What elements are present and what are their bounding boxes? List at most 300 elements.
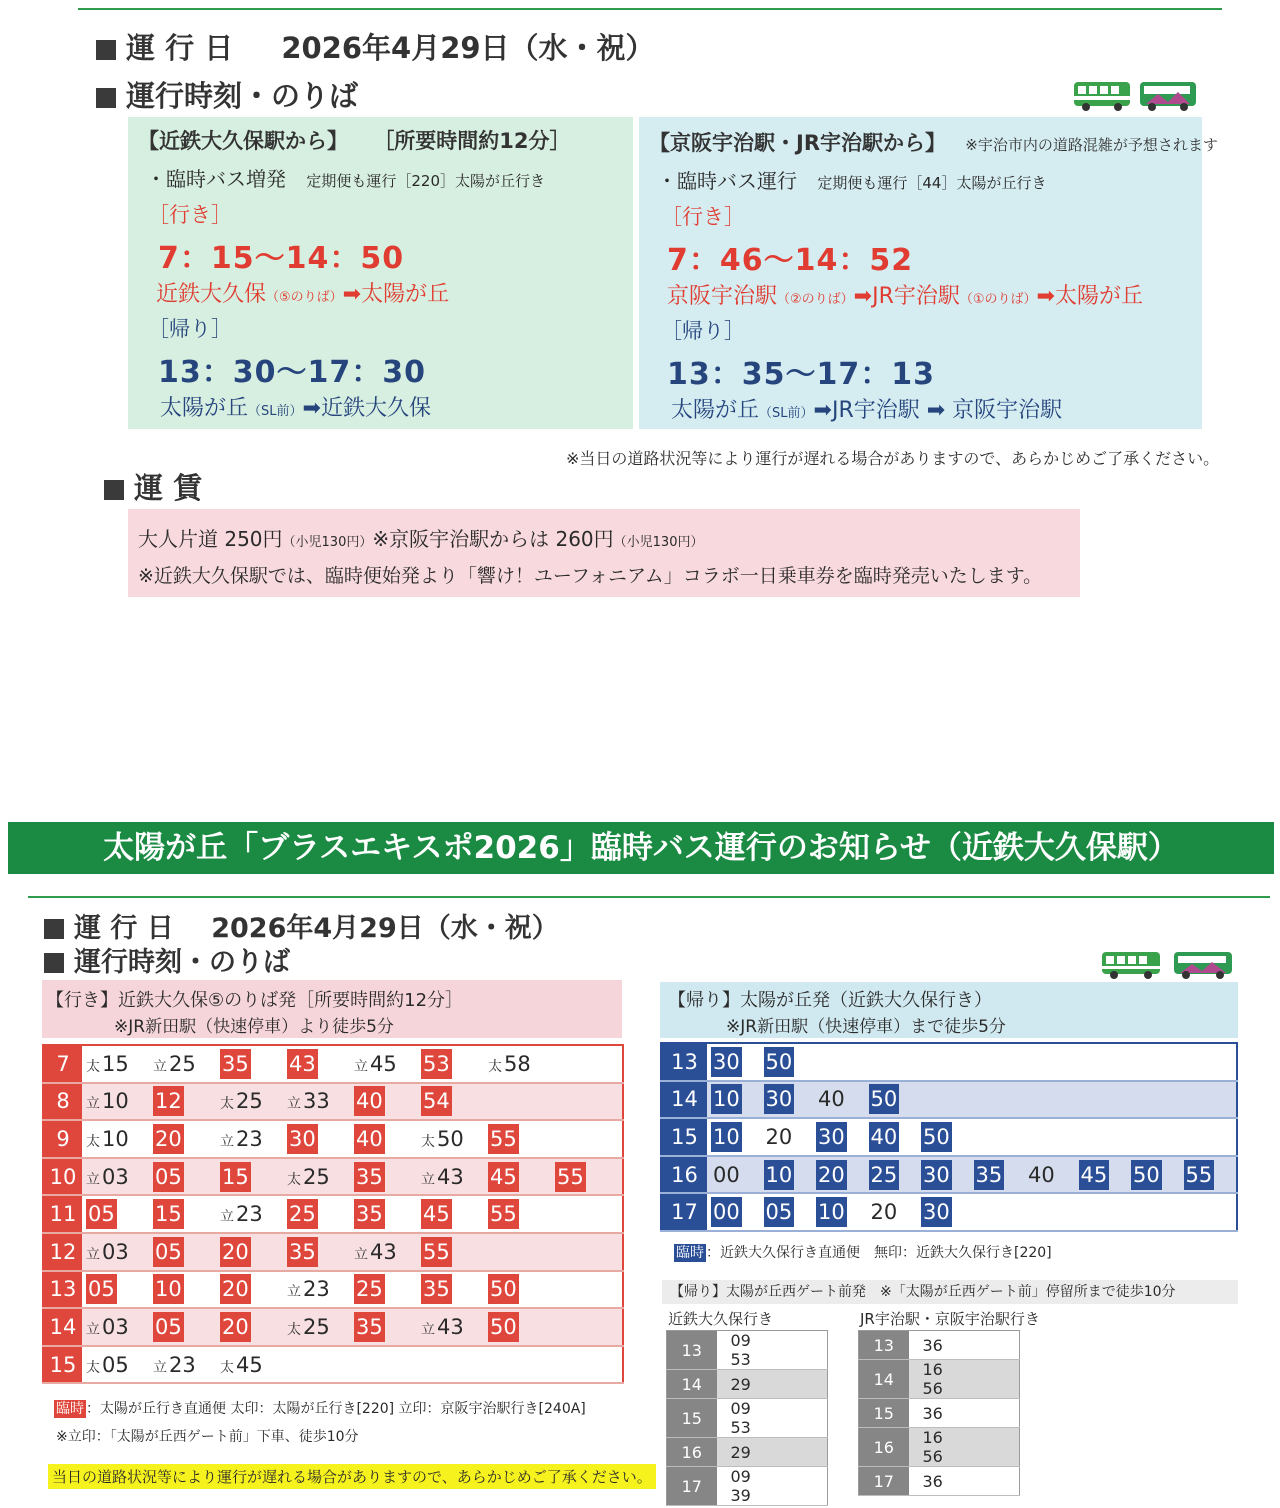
- departure-minute: 55: [421, 1237, 452, 1267]
- departure-minute: 23: [303, 1277, 330, 1302]
- square-bullet-icon: [96, 40, 116, 60]
- bottom-op-day-heading: 運 行 日 2026年4月29日（水・祝）: [44, 906, 559, 945]
- return-route: 太陽が丘（SL前）➡JR宇治駅 ➡ 京阪宇治駅: [671, 398, 1063, 423]
- departure-slot: [220, 1312, 287, 1342]
- route-mark: 立: [287, 1284, 301, 1301]
- timetable-row: [859, 1360, 1020, 1399]
- timetable-row: [43, 1045, 623, 1083]
- departure-slot: [488, 1274, 555, 1304]
- bus-icons: [1072, 78, 1198, 112]
- panel-duration: ［所要時間約12分］: [373, 129, 571, 153]
- route-mark: 立: [153, 1058, 167, 1075]
- departure-minute: 30: [287, 1124, 318, 1154]
- departure-slot: [421, 1124, 488, 1154]
- departure-minute: 25: [303, 1164, 330, 1189]
- departure-slot: [220, 1162, 287, 1192]
- timetable-row: [43, 1083, 623, 1121]
- departure-slot: [488, 1049, 555, 1079]
- departure-minute: 36: [922, 1335, 943, 1355]
- departure-minute: 50: [488, 1312, 519, 1342]
- uji-panel: [639, 117, 1218, 429]
- departure-minute: 05: [86, 1274, 117, 1304]
- hour-cell: 16: [667, 1438, 717, 1467]
- departure-slot: [921, 1122, 974, 1152]
- departure-minute: 50: [488, 1274, 519, 1304]
- departure-slot: [764, 1084, 817, 1114]
- departure-slot: [354, 1124, 421, 1154]
- departure-minute: 09: [730, 1467, 751, 1486]
- timetable-row: [43, 1308, 623, 1346]
- departure-minute: 35: [974, 1160, 1005, 1190]
- timetable-row: [859, 1331, 1020, 1360]
- minutes-cell: [717, 1370, 828, 1399]
- route-mark: 太: [287, 1321, 301, 1338]
- departure-minute: 10: [711, 1122, 742, 1152]
- route-mark: 太: [220, 1359, 234, 1376]
- outbound-header: 【行き】近鉄大久保⑤のりば発［所要時間約12分］ ※JR新田駅（快速停車）より徒歩5分: [42, 980, 622, 1038]
- departure-slot: [764, 1160, 817, 1190]
- route-mark: 立: [354, 1246, 368, 1263]
- departure-minute: 53: [730, 1350, 751, 1369]
- departure-slot: [1131, 1160, 1184, 1190]
- departure-slot: [421, 1199, 488, 1229]
- departure-slot: [354, 1274, 421, 1304]
- departure-minute: 55: [488, 1124, 519, 1154]
- route-mark: 太: [86, 1133, 100, 1150]
- timetable-row: [43, 1271, 623, 1309]
- bottom-divider: [28, 896, 1270, 898]
- minutes-cell: [717, 1331, 828, 1370]
- fare-box: [128, 509, 1080, 597]
- bus-mauve-icon: [1174, 952, 1232, 979]
- route-mark: 太: [220, 1096, 234, 1113]
- departure-minute: 25: [287, 1199, 318, 1229]
- minutes-cell: [717, 1467, 828, 1506]
- minutes-cell: [707, 1156, 1237, 1194]
- hour-cell: 14: [667, 1370, 717, 1399]
- departure-minute: 30: [764, 1084, 795, 1114]
- minutes-cell: [707, 1081, 1237, 1119]
- departure-slot: [153, 1199, 220, 1229]
- departure-minute: 05: [102, 1352, 129, 1377]
- west-gate-kintetsu-table: [666, 1330, 828, 1506]
- minutes-cell: [707, 1043, 1237, 1081]
- departure-minute: 09: [730, 1399, 751, 1418]
- delay-note: ※当日の道路状況等により運行が遅れる場合がありますので、あらかじめご了承ください。: [566, 449, 1220, 468]
- departure-slot: [153, 1049, 220, 1079]
- departure-minute: 12: [153, 1086, 184, 1116]
- departure-minute: 43: [437, 1314, 464, 1339]
- departure-minute: 50: [921, 1122, 952, 1152]
- outbound-legend: 臨時 ：太陽が丘行き直通便 太印：太陽が丘行き[220] 立印：京阪宇治駅行き[240A]: [56, 1401, 586, 1417]
- departure-minute: 30: [921, 1160, 952, 1190]
- return-time: 13：30～17：30: [158, 355, 426, 390]
- west-gate-uji-table: [858, 1330, 1020, 1496]
- timetable-row: [661, 1043, 1237, 1081]
- departure-minute: 55: [555, 1162, 586, 1192]
- departure-minute: 40: [818, 1087, 845, 1112]
- departure-minute: 55: [1184, 1160, 1215, 1190]
- departure-minute: 10: [102, 1126, 129, 1151]
- departure-slot: [421, 1237, 488, 1267]
- departure-slot: [86, 1162, 153, 1192]
- outbound-route: 京阪宇治駅（②のりば）➡JR宇治駅（①のりば）➡太陽が丘: [667, 284, 1143, 309]
- return-legend: 臨時 ：近鉄大久保行き直通便 無印：近鉄大久保行き[220]: [676, 1245, 1052, 1261]
- departure-minute: 29: [730, 1442, 751, 1462]
- departure-minute: 09: [730, 1331, 751, 1350]
- timetable-row: [859, 1399, 1020, 1428]
- departure-slot: [287, 1237, 354, 1267]
- minutes-cell: [82, 1045, 623, 1083]
- fare-heading: 運 賃: [104, 466, 202, 507]
- minutes-cell: [909, 1331, 1020, 1360]
- minutes-cell: [717, 1399, 828, 1438]
- departure-minute: 23: [169, 1352, 196, 1377]
- timetable-row: [43, 1120, 623, 1158]
- departure-slot: [764, 1047, 817, 1077]
- departure-slot: [86, 1199, 153, 1229]
- departure-slot: [153, 1162, 220, 1192]
- timetable-row: [667, 1370, 828, 1399]
- minutes-cell: [707, 1193, 1237, 1231]
- panel-title: 【京阪宇治駅・JR宇治駅から】: [649, 131, 946, 155]
- departure-slot: [220, 1199, 287, 1229]
- departure-minute: 20: [220, 1274, 251, 1304]
- departure-minute: 25: [236, 1089, 263, 1114]
- departure-slot: [816, 1160, 869, 1190]
- departure-minute: 05: [764, 1197, 795, 1227]
- op-day-value: 2026年4月29日（水・祝）: [281, 31, 655, 65]
- hour-cell: 14: [661, 1081, 707, 1119]
- outbound-time: 7：15～14：50: [158, 241, 405, 276]
- departure-slot: [488, 1199, 555, 1229]
- departure-slot: [1079, 1160, 1132, 1190]
- departure-slot: [764, 1122, 817, 1152]
- departure-minute: 23: [236, 1202, 263, 1227]
- timetable-row: [667, 1331, 828, 1370]
- departure-slot: [816, 1122, 869, 1152]
- departure-minute: 20: [765, 1124, 793, 1149]
- route-mark: 太: [421, 1133, 435, 1150]
- departure-minute: 36: [922, 1403, 943, 1423]
- panel-congestion-note: ※宇治市内の道路混雑が予想されます: [965, 136, 1218, 154]
- departure-minute: 00: [713, 1162, 740, 1187]
- departure-minute: 50: [764, 1047, 795, 1077]
- hour-cell: 13: [667, 1331, 717, 1370]
- route-mark: 立: [287, 1096, 301, 1113]
- departure-slot: [287, 1199, 354, 1229]
- panel-note-sub: 定期便も運行［44］太陽が丘行き: [817, 174, 1047, 192]
- times-heading: 運行時刻・のりば: [96, 74, 358, 115]
- departure-slot: [421, 1162, 488, 1192]
- outbound-timetable: [42, 1044, 624, 1384]
- departure-slot: [287, 1086, 354, 1116]
- timetable-row: [859, 1428, 1020, 1467]
- departure-minute: 45: [1079, 1160, 1110, 1190]
- departure-minute: 00: [711, 1197, 742, 1227]
- departure-slot: [86, 1237, 153, 1267]
- departure-slot: [869, 1122, 922, 1152]
- timetable-row: [661, 1081, 1237, 1119]
- outbound-time: 7：46～14：52: [667, 243, 914, 278]
- return-route: 太陽が丘（SL前）➡近鉄大久保: [160, 396, 431, 421]
- departure-slot: [220, 1274, 287, 1304]
- departure-slot: [764, 1197, 817, 1227]
- departure-minute: 33: [303, 1089, 330, 1114]
- timetable-row: [43, 1233, 623, 1271]
- departure-slot: [287, 1124, 354, 1154]
- minutes-cell: [82, 1308, 623, 1346]
- bus-green-icon: [1074, 82, 1130, 111]
- outbound-label: ［行き］: [661, 205, 745, 229]
- outbound-legend-2: ※立印：「太陽が丘西ゲート前」下車、徒歩10分: [56, 1429, 359, 1445]
- square-bullet-icon: [44, 919, 64, 939]
- departure-slot: [86, 1274, 153, 1304]
- departure-slot: [86, 1049, 153, 1079]
- hour-cell: 11: [43, 1195, 82, 1233]
- departure-minute: 16: [922, 1360, 943, 1379]
- return-time: 13：35～17：13: [667, 357, 935, 392]
- hour-cell: 10: [43, 1158, 82, 1196]
- minutes-cell: [909, 1399, 1020, 1428]
- minutes-cell: [909, 1467, 1020, 1496]
- minutes-cell: [717, 1438, 828, 1467]
- minutes-cell: [82, 1346, 623, 1384]
- timetable-row: [661, 1193, 1237, 1231]
- departure-slot: [287, 1312, 354, 1342]
- departure-slot: [869, 1160, 922, 1190]
- panel-title: 【近鉄大久保駅から】: [138, 129, 348, 153]
- hour-cell: 13: [43, 1271, 82, 1309]
- departure-minute: 43: [287, 1049, 318, 1079]
- square-bullet-icon: [44, 953, 64, 973]
- hour-cell: 15: [661, 1118, 707, 1156]
- departure-minute: 35: [421, 1274, 452, 1304]
- panel-note-sub: 定期便も運行［220］太陽が丘行き: [306, 172, 545, 190]
- departure-slot: [1026, 1160, 1079, 1190]
- departure-slot: [869, 1084, 922, 1114]
- minutes-cell: [82, 1158, 623, 1196]
- route-mark: 立: [220, 1133, 234, 1150]
- departure-minute: 35: [220, 1049, 251, 1079]
- departure-slot: [86, 1086, 153, 1116]
- hour-cell: 8: [43, 1083, 82, 1121]
- bus-green-icon: [1102, 952, 1160, 979]
- west-gate-header: 【帰り】太陽が丘西ゲート前発 ※「太陽が丘西ゲート前」停留所まで徒歩10分: [662, 1280, 1238, 1304]
- departure-slot: [711, 1047, 764, 1077]
- hour-cell: 14: [43, 1308, 82, 1346]
- return-label: ［帰り］: [661, 319, 745, 343]
- departure-slot: [86, 1312, 153, 1342]
- departure-minute: 15: [102, 1051, 129, 1076]
- departure-slot: [354, 1312, 421, 1342]
- departure-minute: 45: [421, 1199, 452, 1229]
- departure-minute: 25: [869, 1160, 900, 1190]
- top-divider: [78, 8, 1222, 10]
- departure-minute: 36: [922, 1471, 943, 1491]
- departure-minute: 23: [236, 1126, 263, 1151]
- departure-minute: 10: [711, 1084, 742, 1114]
- departure-minute: 50: [437, 1126, 464, 1151]
- timetable-row: [859, 1467, 1020, 1496]
- departure-minute: 53: [421, 1049, 452, 1079]
- departure-minute: 56: [922, 1447, 943, 1466]
- departure-minute: 05: [153, 1237, 184, 1267]
- west-right-title: JR宇治駅・京阪宇治駅行き: [860, 1310, 1040, 1328]
- departure-slot: [153, 1274, 220, 1304]
- departure-minute: 05: [153, 1162, 184, 1192]
- departure-minute: 20: [220, 1312, 251, 1342]
- departure-slot: [921, 1160, 974, 1190]
- departure-minute: 25: [354, 1274, 385, 1304]
- departure-minute: 03: [102, 1314, 129, 1339]
- departure-minute: 05: [86, 1199, 117, 1229]
- minutes-cell: [909, 1428, 1020, 1467]
- hour-cell: 17: [667, 1467, 717, 1506]
- departure-slot: [354, 1237, 421, 1267]
- route-mark: 立: [421, 1171, 435, 1188]
- departure-minute: 30: [816, 1122, 847, 1152]
- departure-minute: 35: [354, 1312, 385, 1342]
- bus-mauve-icon: [1140, 82, 1196, 111]
- route-mark: 立: [220, 1209, 234, 1226]
- departure-minute: 16: [922, 1428, 943, 1447]
- timetable-row: [661, 1118, 1237, 1156]
- departure-minute: 35: [354, 1199, 385, 1229]
- departure-minute: 30: [921, 1197, 952, 1227]
- departure-minute: 25: [303, 1314, 330, 1339]
- departure-slot: [488, 1124, 555, 1154]
- outbound-route: 近鉄大久保（⑤のりば）➡太陽が丘: [156, 282, 450, 307]
- departure-minute: 56: [922, 1379, 943, 1398]
- departure-slot: [354, 1049, 421, 1079]
- departure-slot: [921, 1197, 974, 1227]
- departure-minute: 15: [153, 1199, 184, 1229]
- fare-line-2: ※近鉄大久保駅では、臨時便始発より「響け！ユーフォニアム」コラボ一日乗車券を臨時発売いたします。: [138, 565, 1043, 587]
- timetable-row: [667, 1467, 828, 1506]
- departure-slot: [220, 1049, 287, 1079]
- hour-cell: 14: [859, 1360, 909, 1399]
- route-mark: 太: [287, 1171, 301, 1188]
- timetable-row: [43, 1195, 623, 1233]
- departure-slot: [220, 1237, 287, 1267]
- route-mark: 立: [153, 1359, 167, 1376]
- minutes-cell: [82, 1271, 623, 1309]
- departure-minute: 20: [870, 1200, 898, 1225]
- hour-cell: 13: [859, 1331, 909, 1360]
- departure-minute: 45: [236, 1352, 263, 1377]
- departure-slot: [86, 1350, 153, 1380]
- west-left-title: 近鉄大久保行き: [668, 1310, 774, 1328]
- square-bullet-icon: [104, 480, 124, 500]
- departure-minute: 40: [354, 1124, 385, 1154]
- departure-minute: 54: [421, 1086, 452, 1116]
- timetable-row: [667, 1399, 828, 1438]
- departure-minute: 40: [869, 1122, 900, 1152]
- route-mark: 立: [86, 1321, 100, 1338]
- departure-minute: 03: [102, 1164, 129, 1189]
- departure-minute: 10: [153, 1274, 184, 1304]
- departure-minute: 03: [102, 1239, 129, 1264]
- op-day-heading: 運 行 日 2026年4月29日（水・祝）: [96, 26, 655, 67]
- departure-minute: 20: [816, 1160, 847, 1190]
- bottom-times-heading: 運行時刻・のりば: [44, 940, 290, 979]
- outbound-label: ［行き］: [148, 203, 232, 227]
- departure-slot: [488, 1312, 555, 1342]
- minutes-cell: [909, 1360, 1020, 1399]
- departure-minute: 40: [354, 1086, 385, 1116]
- departure-slot: [711, 1197, 764, 1227]
- minutes-cell: [82, 1083, 623, 1121]
- hour-cell: 7: [43, 1045, 82, 1083]
- route-mark: 太: [86, 1359, 100, 1376]
- departure-slot: [153, 1350, 220, 1380]
- timetable-row: [43, 1346, 623, 1384]
- departure-slot: [869, 1197, 922, 1227]
- route-mark: 太: [86, 1058, 100, 1075]
- return-timetable: [660, 1042, 1238, 1232]
- departure-minute: 43: [370, 1239, 397, 1264]
- return-label: ［帰り］: [148, 317, 232, 341]
- route-mark: 立: [354, 1058, 368, 1075]
- notice-banner: 太陽が丘「ブラスエキスポ2026」臨時バス運行のお知らせ（近鉄大久保駅）: [8, 822, 1274, 874]
- departure-minute: 30: [711, 1047, 742, 1077]
- departure-slot: [153, 1124, 220, 1154]
- departure-slot: [287, 1162, 354, 1192]
- departure-minute: 10: [102, 1089, 129, 1114]
- departure-minute: 35: [287, 1237, 318, 1267]
- panel-note: ・臨時バス増発: [146, 167, 286, 191]
- route-mark: 立: [86, 1246, 100, 1263]
- hour-cell: 12: [43, 1233, 82, 1271]
- route-mark: 太: [488, 1058, 502, 1075]
- departure-slot: [354, 1199, 421, 1229]
- departure-minute: 15: [220, 1162, 251, 1192]
- route-mark: 立: [86, 1171, 100, 1188]
- timetable-row: [43, 1158, 623, 1196]
- return-header: 【帰り】太陽が丘発（近鉄大久保行き） ※JR新田駅（快速停車）まで徒歩5分: [660, 982, 1238, 1038]
- minutes-cell: [707, 1118, 1237, 1156]
- hour-cell: 16: [661, 1156, 707, 1194]
- departure-slot: [421, 1274, 488, 1304]
- departure-slot: [86, 1124, 153, 1154]
- departure-minute: 43: [437, 1164, 464, 1189]
- departure-slot: [488, 1162, 555, 1192]
- departure-minute: 39: [730, 1486, 751, 1505]
- hour-cell: 13: [661, 1043, 707, 1081]
- departure-slot: [816, 1197, 869, 1227]
- departure-minute: 20: [153, 1124, 184, 1154]
- fare-line-1: 大人片道 250円（小児130円）※京阪宇治駅からは 260円（小児130円）: [138, 527, 704, 551]
- minutes-cell: [82, 1233, 623, 1271]
- delay-note-highlight: 当日の道路状況等により運行が遅れる場合がありますので、あらかじめご了承ください。: [48, 1464, 656, 1489]
- departure-minute: 45: [370, 1051, 397, 1076]
- departure-slot: [153, 1237, 220, 1267]
- hour-cell: 16: [859, 1428, 909, 1467]
- departure-minute: 53: [730, 1418, 751, 1437]
- hour-cell: 17: [859, 1467, 909, 1496]
- hour-cell: 17: [661, 1193, 707, 1231]
- op-day-value: 2026年4月29日（水・祝）: [211, 913, 559, 944]
- departure-slot: [354, 1162, 421, 1192]
- route-mark: 立: [86, 1096, 100, 1113]
- departure-minute: 25: [169, 1051, 196, 1076]
- departure-slot: [220, 1124, 287, 1154]
- departure-minute: 20: [220, 1237, 251, 1267]
- departure-slot: [711, 1084, 764, 1114]
- departure-slot: [711, 1160, 764, 1190]
- departure-slot: [287, 1049, 354, 1079]
